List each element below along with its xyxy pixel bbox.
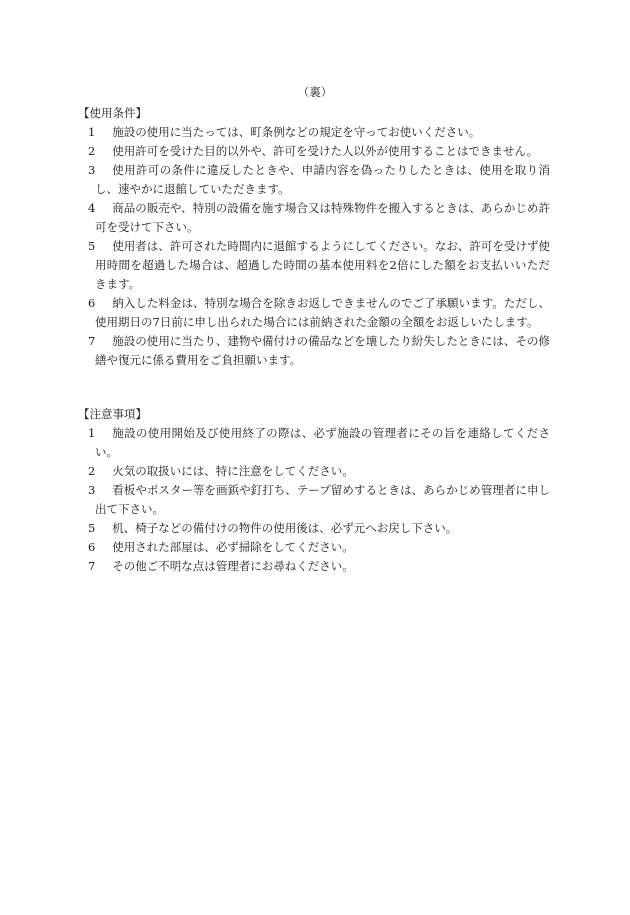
notes-list (78, 424, 550, 576)
usage-condition-item-7 (78, 332, 550, 370)
item-text: 使用許可の条件に違反したときや、申請内容を偽ったりしたときは、使用を取り消し、速やかに退館していただきます。 (95, 163, 550, 196)
item-text: 看板やポスター等を画鋲や釘打ち、テープ留めするときは、あらかじめ管理者に申し出て下さい。 (95, 483, 550, 516)
item-text: 施設の使用に当たっては、町条例などの規定を守ってお使いください。 (112, 125, 481, 139)
item-number: 1 (88, 426, 96, 440)
item-number: 5 (88, 521, 96, 535)
item-text: 使用者は、許可された時間内に退館するようにしてください。なお、許可を受けず使用時間を超過した場合は、超過した時間の基本使用料を2倍にした額をお支払いいただきます。 (95, 239, 550, 291)
note-item-7 (78, 557, 550, 576)
note-item-1 (78, 424, 550, 462)
notes-section (78, 404, 550, 576)
item-number: 5 (88, 239, 96, 253)
item-number: 6 (88, 540, 96, 554)
usage-conditions-section (78, 103, 550, 370)
usage-condition-item-3 (78, 161, 550, 199)
item-text: 施設の使用開始及び使用終了の際は、必ず施設の管理者にその旨を連絡してください。 (95, 426, 550, 459)
item-text: 火気の取扱いには、特に注意をしてください。 (112, 464, 354, 478)
item-number: 3 (88, 163, 96, 177)
item-text: 机、椅子などの備付けの物件の使用後は、必ず元へお戻し下さい。 (112, 521, 458, 535)
item-number: 2 (88, 464, 96, 478)
note-item-2 (78, 462, 550, 481)
item-text: 使用された部屋は、必ず掃除をしてください。 (112, 540, 354, 554)
usage-conditions-list (78, 123, 550, 370)
item-text: 商品の販売や、特別の設備を施す場合又は特殊物件を搬入するときは、あらかじめ許可を受けて下さい。 (95, 201, 550, 234)
item-number: 7 (88, 559, 96, 573)
usage-conditions-title: 【使用条件】 (78, 106, 147, 120)
note-item-6 (78, 538, 550, 557)
notes-title: 【注意事項】 (78, 407, 147, 421)
item-number: 4 (88, 201, 96, 215)
item-text: その他ご不明な点は管理者にお尋ねください。 (112, 559, 354, 573)
item-text: 納入した料金は、特別な場合を除きお返しできませんのでご了承願います。ただし、使用期日の7日前に申し出られた場合には前納された金額の全額をお返しいたします。 (95, 296, 550, 329)
item-number: 3 (88, 483, 96, 497)
item-number: 2 (88, 144, 96, 158)
note-item-5 (78, 519, 550, 538)
page-side-label: （裏） (297, 85, 333, 99)
item-number: 6 (88, 296, 96, 310)
usage-condition-item-1 (78, 123, 550, 142)
item-text: 使用許可を受けた目的以外や、許可を受けた人以外が使用することはできません。 (112, 144, 539, 158)
usage-condition-item-2 (78, 142, 550, 161)
item-text: 施設の使用に当たり、建物や備付けの備品などを壊したり紛失したときには、その修繕や復元に係る費用をご負担願います。 (95, 334, 550, 367)
usage-condition-item-5 (78, 237, 550, 294)
item-number: 1 (88, 125, 96, 139)
note-item-3 (78, 481, 550, 519)
usage-condition-item-6 (78, 294, 550, 332)
item-number: 7 (88, 334, 96, 348)
usage-condition-item-4 (78, 199, 550, 237)
